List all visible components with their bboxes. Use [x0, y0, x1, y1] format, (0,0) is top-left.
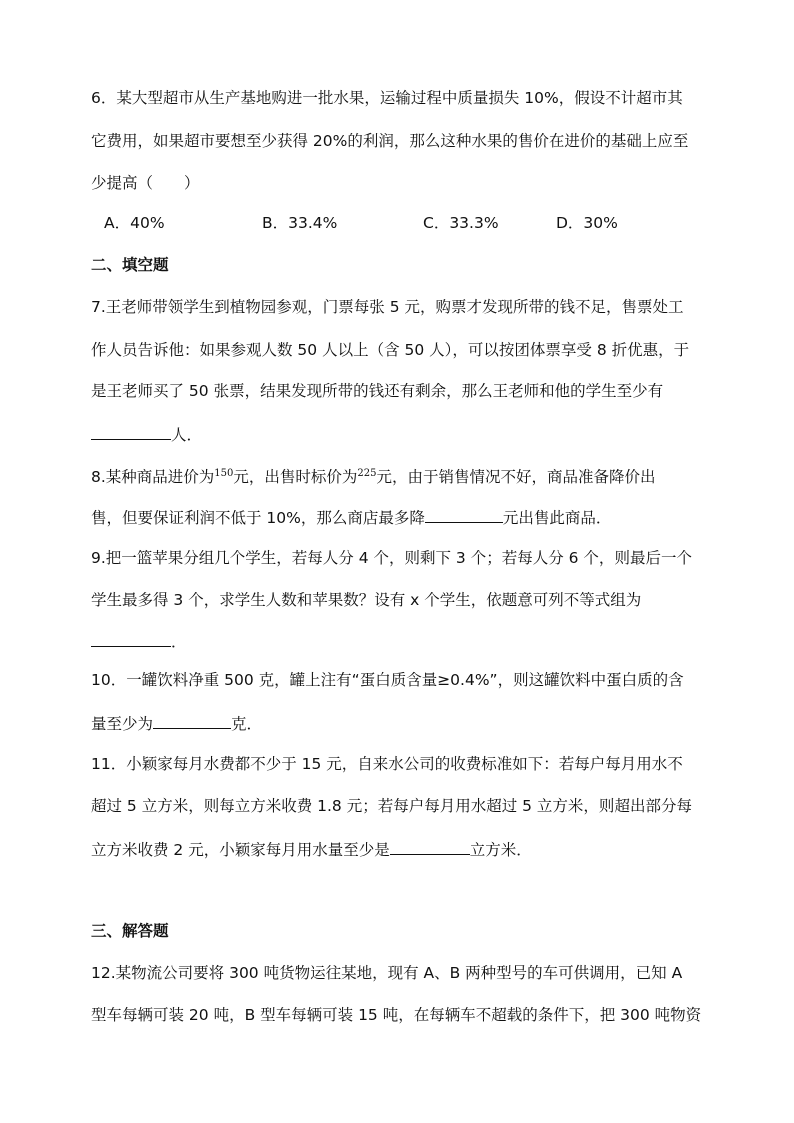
q8-text-a: 8.某种商品进价为	[91, 468, 215, 486]
q9-period: ．	[171, 633, 187, 651]
q9-line-3	[91, 630, 187, 652]
q7-line-2: 作人员告诉他：如果参观人数 50 人以上（含 50 人），可以按团体票享受 8 折优惠，于	[91, 341, 690, 359]
q6-line-3: 少提高（ ）	[91, 174, 200, 192]
q6-option-b: B．33.4%	[262, 214, 338, 232]
q8-text-c: 元，由于销售情况不好，商品准备降价出	[376, 468, 656, 486]
section-heading-solutions: 三、解答题	[91, 922, 169, 940]
q6-line-2: 它费用，如果超市要想至少获得 20%的利润，那么这种水果的售价在进价的基础上应至	[91, 132, 689, 150]
q11-text-b: 立方米．	[469, 841, 532, 859]
answer-blank	[91, 630, 171, 647]
q12-line-1: 12.某物流公司要将 300 吨货物运往某地，现有 A、B 两种型号的车可供调用，已知 A	[91, 964, 683, 982]
q9-line-2: 学生最多得 3 个，求学生人数和苹果数？设有 x 个学生，依题意可列不等式组为	[91, 591, 642, 609]
q8-cost-value: 150	[214, 468, 234, 479]
q8-text-d: 售，但要保证利润不低于 10%，那么商店最多降	[91, 509, 425, 527]
q8-price-value: 225	[357, 468, 377, 479]
q6-option-a: A．40%	[104, 214, 165, 232]
q12-line-2: 型车每辆可装 20 吨，B 型车每辆可装 15 吨，在每辆车不超载的条件下，把 300 吨物资	[91, 1006, 702, 1024]
q6-line-1: 6．某大型超市从生产基地购进一批水果，运输过程中质量损失 10%，假设不计超市其	[91, 89, 683, 107]
q6-option-c: C．33.3%	[423, 214, 499, 232]
q8-text-b: 元，出售时标价为	[233, 468, 358, 486]
q11-text-a: 立方米收费 2 元，小颖家每月用水量至少是	[91, 841, 390, 859]
q11-line-2: 超过 5 立方米，则每立方米收费 1.8 元；若每户每月用水超过 5 立方米，则超出部分每	[91, 797, 692, 815]
section-heading-fill-in: 二、填空题	[91, 256, 169, 274]
answer-blank	[390, 838, 470, 855]
q8-text-e: 元出售此商品．	[502, 509, 612, 527]
q8-line-2	[91, 506, 611, 528]
q7-line-1: 7.王老师带领学生到植物园参观，门票每张 5 元，购票才发现所带的钱不足，售票处工	[91, 298, 684, 316]
q10-line-2	[91, 712, 262, 734]
q7-unit: 人．	[171, 426, 203, 444]
q10-line-1: 10．一罐饮料净重 500 克，罐上注有“蛋白质含量≥0.4%”，则这罐饮料中蛋白质的含	[91, 671, 684, 689]
answer-blank	[153, 712, 231, 729]
q9-line-1: 9.把一篮苹果分组几个学生，若每人分 4 个，则剩下 3 个；若每人分 6 个，则最后一个	[91, 549, 692, 567]
q8-line-1	[91, 464, 656, 487]
q11-line-1: 11．小颖家每月水费都不少于 15 元，自来水公司的收费标准如下：若每户每月用水不	[91, 755, 683, 773]
q10-text-b: 克．	[231, 715, 263, 733]
q7-line-4	[91, 423, 202, 445]
q10-text-a: 量至少为	[91, 715, 154, 733]
q6-option-d: D．30%	[556, 214, 618, 232]
q7-line-3: 是王老师买了 50 张票，结果发现所带的钱还有剩余，那么王老师和他的学生至少有	[91, 382, 664, 400]
answer-blank	[91, 423, 171, 440]
answer-blank	[425, 506, 503, 523]
q11-line-3	[91, 838, 532, 860]
